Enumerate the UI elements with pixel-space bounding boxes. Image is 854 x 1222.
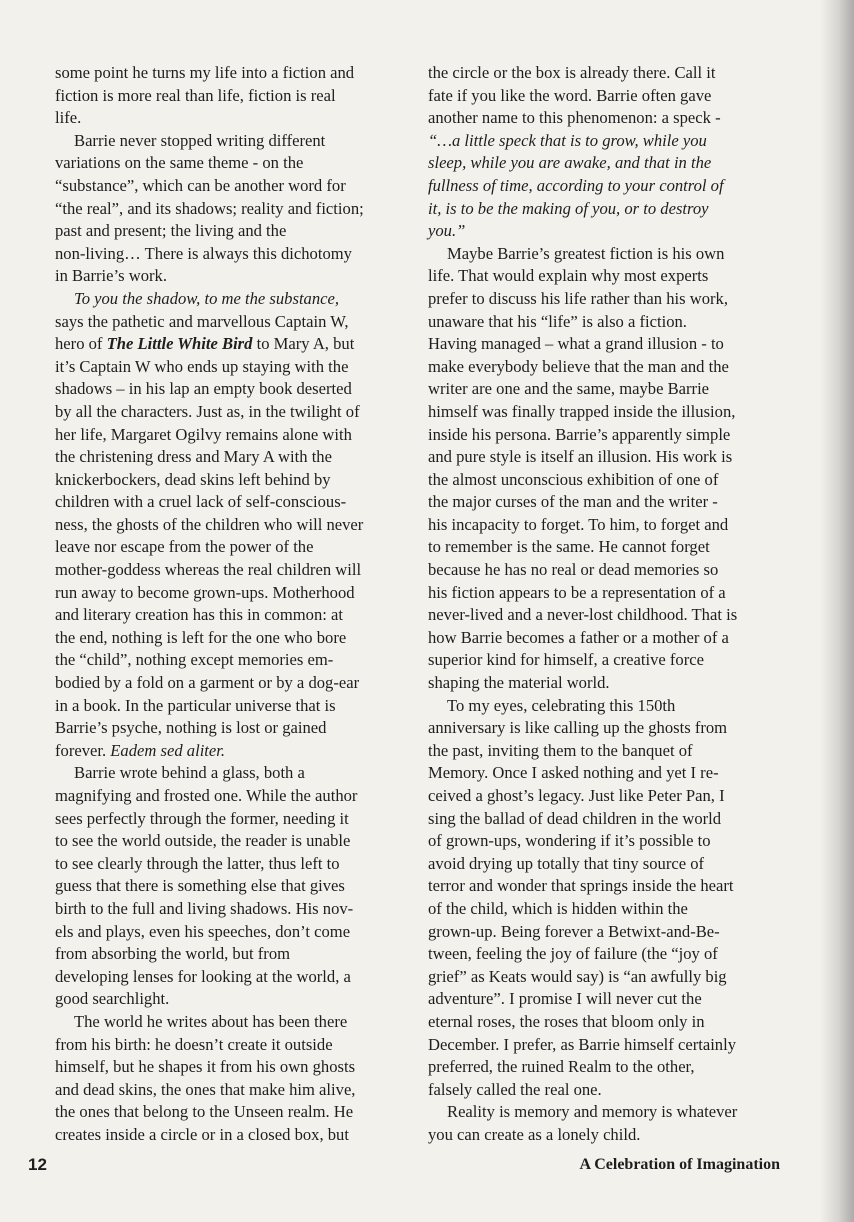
text-line: in Barrie’s work. bbox=[55, 266, 167, 286]
text-line: and dead skins, the ones that make him alive, bbox=[55, 1079, 356, 1099]
text-line: anniversary is like calling up the ghosts from bbox=[428, 718, 728, 738]
text-line: and literary creation has this in common: at bbox=[55, 605, 344, 625]
text-line bbox=[55, 333, 409, 356]
italic-quote-line: it, is to be the making of you, or to destroy bbox=[428, 198, 709, 218]
text-line: “substance”, which can be another word for bbox=[55, 175, 346, 195]
text-line: in a book. In the particular universe that is bbox=[55, 695, 336, 715]
text-line: guess that there is something else that gives bbox=[55, 876, 345, 896]
text-line: prefer to discuss his life rather than his work, bbox=[428, 288, 728, 308]
text-line: life. bbox=[55, 108, 82, 128]
text-line: some point he turns my life into a fiction and bbox=[55, 63, 355, 82]
italic-quote-line: To you the shadow, to me the substance, bbox=[74, 288, 340, 308]
text-line: run away to become grown-ups. Motherhood bbox=[55, 582, 355, 602]
text-line: past and present; the living and the bbox=[55, 221, 287, 241]
text-line: birth to the full and living shadows. His nov- bbox=[55, 898, 354, 918]
text-line: creates inside a circle or in a closed box, but bbox=[55, 1124, 349, 1144]
text-line: sees perfectly through the former, needing it bbox=[55, 808, 349, 828]
text-line: writer are one and the same, maybe Barrie bbox=[428, 379, 710, 399]
paragraph-start-line: Reality is memory and memory is whatever bbox=[447, 1102, 738, 1122]
text-line: to see clearly through the latter, thus left to bbox=[55, 853, 340, 873]
text-line: non-living… There is always this dichotomy bbox=[55, 243, 352, 263]
text-line: eternal roses, the roses that bloom only in bbox=[428, 1011, 705, 1031]
paragraph-start-line: Barrie wrote behind a glass, both a bbox=[74, 763, 305, 783]
text-line: bodied by a fold on a garment or by a dog-ear bbox=[55, 673, 360, 693]
text-line: variations on the same theme - on the bbox=[55, 153, 304, 173]
text-line: himself, but he shapes it from his own ghosts bbox=[55, 1057, 356, 1077]
text-line: the “child”, nothing except memories em- bbox=[55, 650, 334, 670]
text-line: make everybody believe that the man and the bbox=[428, 356, 729, 376]
paragraph-start-line: Maybe Barrie’s greatest fiction is his own bbox=[447, 243, 725, 263]
text-line: els and plays, even his speeches, don’t come bbox=[55, 921, 351, 941]
page-edge-shadow bbox=[820, 0, 854, 1222]
text-line: life. That would explain why most experts bbox=[428, 266, 709, 286]
text-line: leave nor escape from the power of the bbox=[55, 537, 314, 557]
text-line: the christening dress and Mary A with the bbox=[55, 447, 332, 467]
text-line: and pure style is itself an illusion. His work is bbox=[428, 447, 733, 467]
text-line: terror and wonder that springs inside the heart bbox=[428, 876, 734, 896]
text-line: falsely called the real one. bbox=[428, 1079, 602, 1099]
left-text-column bbox=[55, 62, 409, 1147]
italic-quote-line: sleep, while you are awake, and that in the bbox=[428, 153, 712, 173]
text-line bbox=[55, 740, 409, 763]
text-line: the major curses of the man and the writer - bbox=[428, 492, 718, 512]
text-line: fiction is more real than life, fiction is real bbox=[55, 85, 336, 105]
text-line: never-lived and a never-lost childhood. That is bbox=[428, 605, 738, 625]
text-fragment: forever. bbox=[55, 740, 111, 760]
text-line: unaware that his “life” is also a fiction. bbox=[428, 311, 687, 331]
text-line: shaping the material world. bbox=[428, 673, 610, 693]
text-line: from his birth: he doesn’t create it outside bbox=[55, 1034, 333, 1054]
text-fragment: to Mary A, but bbox=[252, 334, 355, 354]
text-line: his fiction appears to be a representation of a bbox=[428, 582, 726, 602]
text-line: how Barrie becomes a father or a mother of a bbox=[428, 627, 729, 647]
text-line: children with a cruel lack of self-conscious- bbox=[55, 492, 347, 512]
text-line: of grown-ups, wondering if it’s possible to bbox=[428, 831, 711, 851]
text-line: mother-goddess whereas the real children will bbox=[55, 560, 362, 580]
text-line: good searchlight. bbox=[55, 989, 170, 1009]
book-title: The Little White Bird bbox=[106, 334, 253, 354]
text-line: developing lenses for looking at the world, a bbox=[55, 966, 351, 986]
paragraph-start-line: Barrie never stopped writing different bbox=[74, 130, 326, 150]
text-line: Barrie’s psyche, nothing is lost or gained bbox=[55, 718, 327, 738]
text-line: grown-up. Being forever a Betwixt-and-Be- bbox=[428, 921, 720, 941]
text-line: grief” as Keats would say) is “an awfully big bbox=[428, 966, 727, 986]
text-line: Having managed – what a grand illusion - to bbox=[428, 334, 724, 354]
paragraph-start-line: To my eyes, celebrating this 150th bbox=[447, 695, 676, 715]
text-line: ceived a ghost’s legacy. Just like Peter Pan, I bbox=[428, 786, 725, 805]
text-line: another name to this phenomenon: a speck - bbox=[428, 108, 721, 128]
text-line: the ones that belong to the Unseen realm. He bbox=[55, 1102, 354, 1122]
text-line: because he has no real or dead memories so bbox=[428, 560, 719, 580]
paragraph-start-line: The world he writes about has been there bbox=[74, 1011, 348, 1031]
text-line: December. I prefer, as Barrie himself certainly bbox=[428, 1034, 737, 1054]
right-text-column bbox=[428, 62, 782, 1147]
text-line: the past, inviting them to the banquet of bbox=[428, 740, 693, 760]
text-line: knickerbockers, dead skins left behind by bbox=[55, 469, 331, 489]
text-line: the almost unconscious exhibition of one of bbox=[428, 469, 719, 489]
text-line: sing the ballad of dead children in the world bbox=[428, 808, 722, 828]
text-line: ness, the ghosts of the children who will never bbox=[55, 514, 364, 534]
text-fragment: hero of bbox=[55, 334, 107, 354]
text-line: to see the world outside, the reader is unable bbox=[55, 831, 351, 851]
text-line: by all the characters. Just as, in the twilight of bbox=[55, 401, 360, 421]
text-line: adventure”. I promise I will never cut the bbox=[428, 989, 702, 1009]
italic-quote-line: you.” bbox=[428, 221, 466, 241]
text-line: Memory. Once I asked nothing and yet I re- bbox=[428, 763, 719, 783]
latin-phrase: Eadem sed aliter. bbox=[110, 740, 226, 760]
text-line: magnifying and frosted one. While the author bbox=[55, 786, 358, 805]
text-line: it’s Captain W who ends up staying with the bbox=[55, 356, 349, 376]
text-line: tween, feeling the joy of failure (the “joy of bbox=[428, 944, 718, 964]
text-line: inside his persona. Barrie’s apparently simple bbox=[428, 424, 731, 444]
text-line: his incapacity to forget. To him, to forget and bbox=[428, 514, 729, 534]
text-line: you can create as a lonely child. bbox=[428, 1124, 641, 1144]
text-line: fate if you like the word. Barrie often gave bbox=[428, 85, 712, 105]
text-line: says the pathetic and marvellous Captain W, bbox=[55, 311, 349, 331]
text-line: himself was finally trapped inside the illusion, bbox=[428, 401, 736, 421]
text-line: to remember is the same. He cannot forget bbox=[428, 537, 710, 557]
text-line: the end, nothing is left for the one who bore bbox=[55, 627, 347, 647]
text-line: her life, Margaret Ogilvy remains alone with bbox=[55, 424, 352, 444]
italic-quote-line: fullness of time, according to your control of bbox=[428, 175, 724, 195]
text-line: shadows – in his lap an empty book deserted bbox=[55, 379, 352, 399]
text-line: “the real”, and its shadows; reality and fiction; bbox=[55, 198, 364, 218]
text-line: avoid drying up totally that tiny source of bbox=[428, 853, 705, 873]
text-line: from absorbing the world, but from bbox=[55, 944, 291, 964]
publication-title: A Celebration of Imagination bbox=[579, 1156, 780, 1173]
text-line: superior kind for himself, a creative force bbox=[428, 650, 704, 670]
text-line: of the child, which is hidden within the bbox=[428, 898, 688, 918]
text-line: the circle or the box is already there. Call it bbox=[428, 63, 716, 82]
text-line: preferred, the ruined Realm to the other, bbox=[428, 1057, 695, 1077]
page-number: 12 bbox=[28, 1155, 47, 1174]
italic-quote-line: “…a little speck that is to grow, while you bbox=[428, 130, 707, 150]
